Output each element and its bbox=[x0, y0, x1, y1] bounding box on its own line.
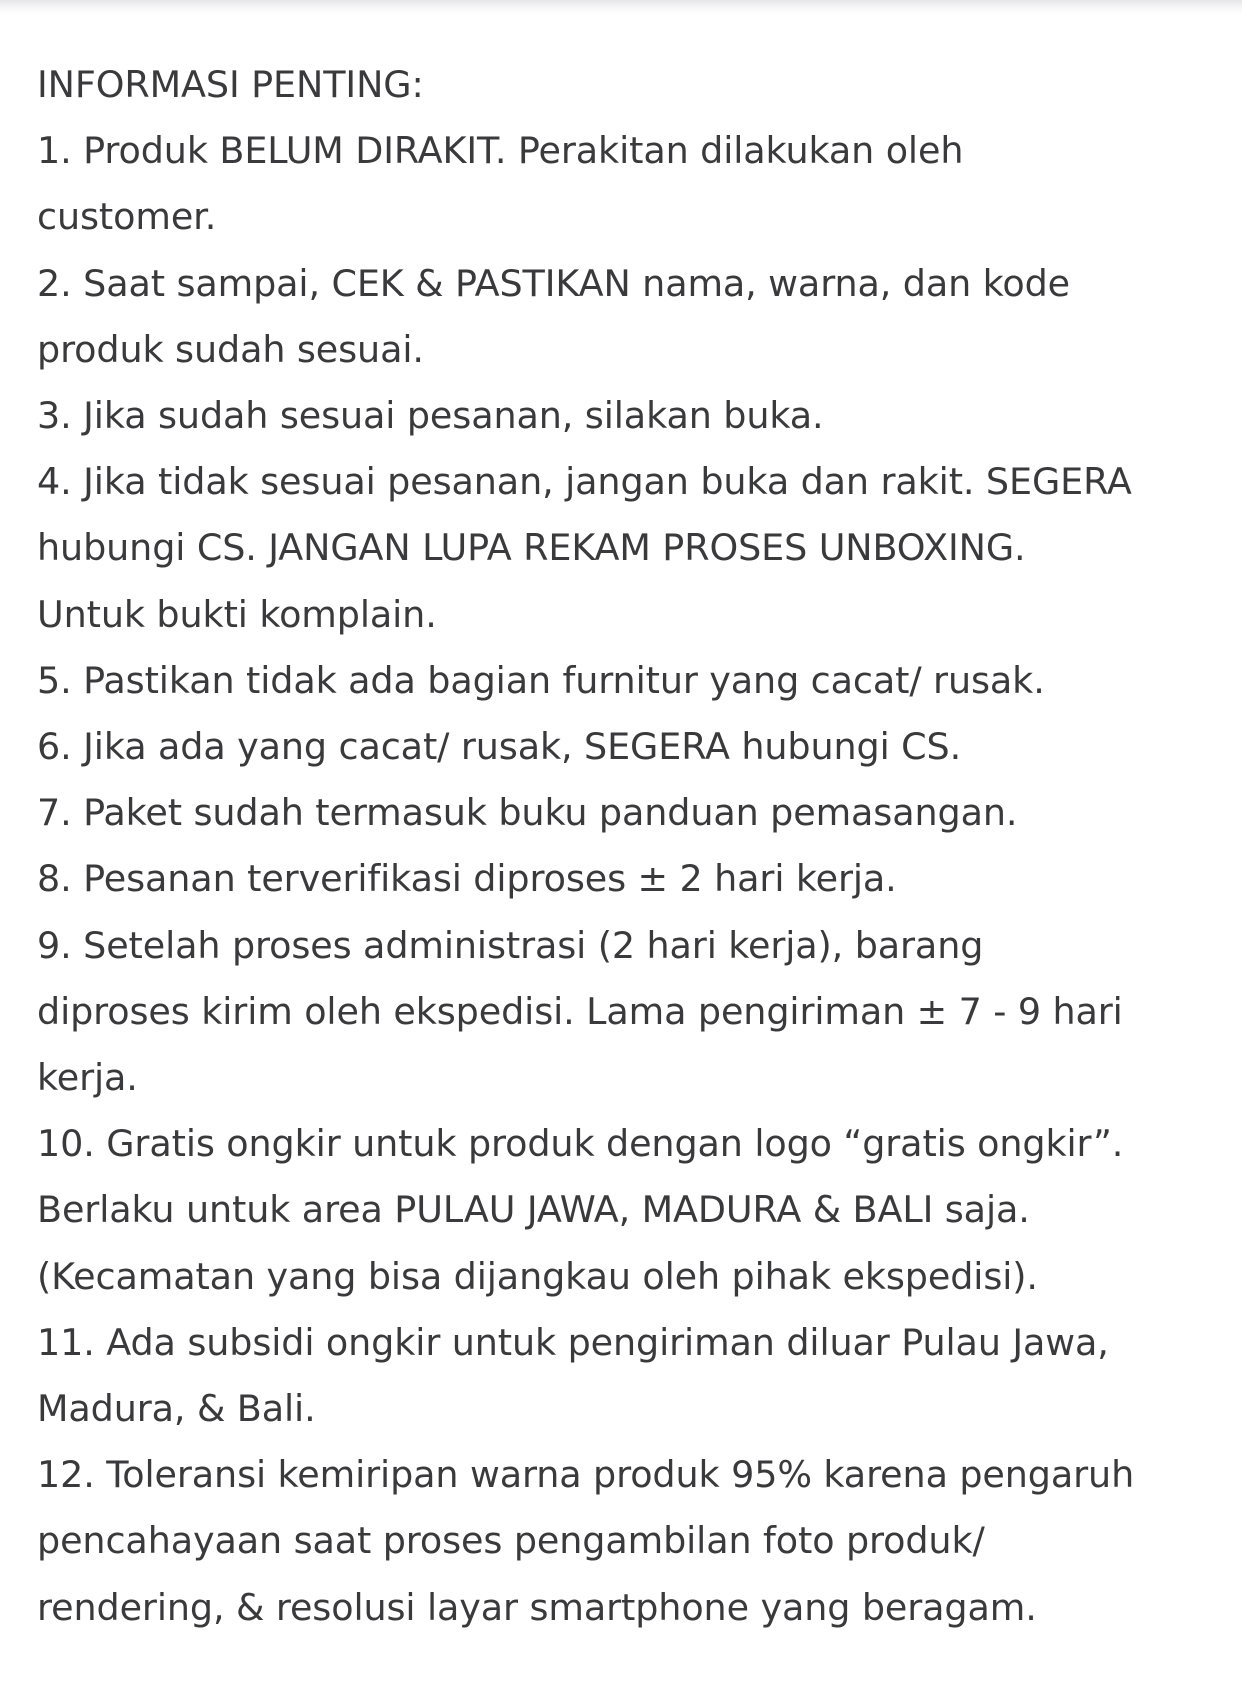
note-line: 2. Saat sampai, CEK & PASTIKAN nama, warna, dan kode bbox=[37, 261, 1071, 305]
note-line: customer. bbox=[37, 195, 217, 239]
note-text bbox=[37, 52, 1217, 1641]
note-line: 11. Ada subsidi ongkir untuk pengiriman diluar Pulau Jawa, bbox=[37, 1320, 1109, 1364]
note-line: pencahayaan saat proses pengambilan foto produk/ bbox=[37, 1519, 985, 1563]
note-heading: INFORMASI PENTING: bbox=[37, 63, 424, 106]
note-line: Madura, & Bali. bbox=[37, 1387, 316, 1431]
note-line: 9. Setelah proses administrasi (2 hari kerja), barang bbox=[37, 923, 984, 967]
note-line: 7. Paket sudah termasuk buku panduan pemasangan. bbox=[37, 791, 1018, 835]
note-line: 4. Jika tidak sesuai pesanan, jangan buka dan rakit. SEGERA bbox=[37, 460, 1132, 504]
note-line: produk sudah sesuai. bbox=[37, 327, 424, 371]
note-line: (Kecamatan yang bisa dijangkau oleh pihak ekspedisi). bbox=[37, 1254, 1038, 1298]
note-line: 5. Pastikan tidak ada bagian furnitur yang cacat/ rusak. bbox=[37, 658, 1045, 702]
note-line: hubungi CS. JANGAN LUPA REKAM PROSES UNBOXING. bbox=[37, 526, 1026, 570]
note-line: Berlaku untuk area PULAU JAWA, MADURA & BALI saja. bbox=[37, 1188, 1030, 1232]
note-line: 3. Jika sudah sesuai pesanan, silakan buka. bbox=[37, 394, 824, 438]
note-line: rendering, & resolusi layar smartphone yang beragam. bbox=[37, 1585, 1037, 1629]
note-line: 1. Produk BELUM DIRAKIT. Perakitan dilakukan oleh bbox=[37, 129, 964, 173]
note-line: diproses kirim oleh ekspedisi. Lama pengiriman ± 7 - 9 hari bbox=[37, 989, 1123, 1033]
note-line: 12. Toleransi kemiripan warna produk 95% karena pengaruh bbox=[37, 1453, 1135, 1497]
note-line: kerja. bbox=[37, 1056, 138, 1100]
note-line: Untuk bukti komplain. bbox=[37, 592, 437, 636]
top-edge-shadow bbox=[0, 0, 1242, 14]
note-line: 6. Jika ada yang cacat/ rusak, SEGERA hubungi CS. bbox=[37, 725, 962, 769]
note-line: 8. Pesanan terverifikasi diproses ± 2 hari kerja. bbox=[37, 857, 897, 901]
note-line: 10. Gratis ongkir untuk produk dengan logo “gratis ongkir”. bbox=[37, 1122, 1124, 1166]
